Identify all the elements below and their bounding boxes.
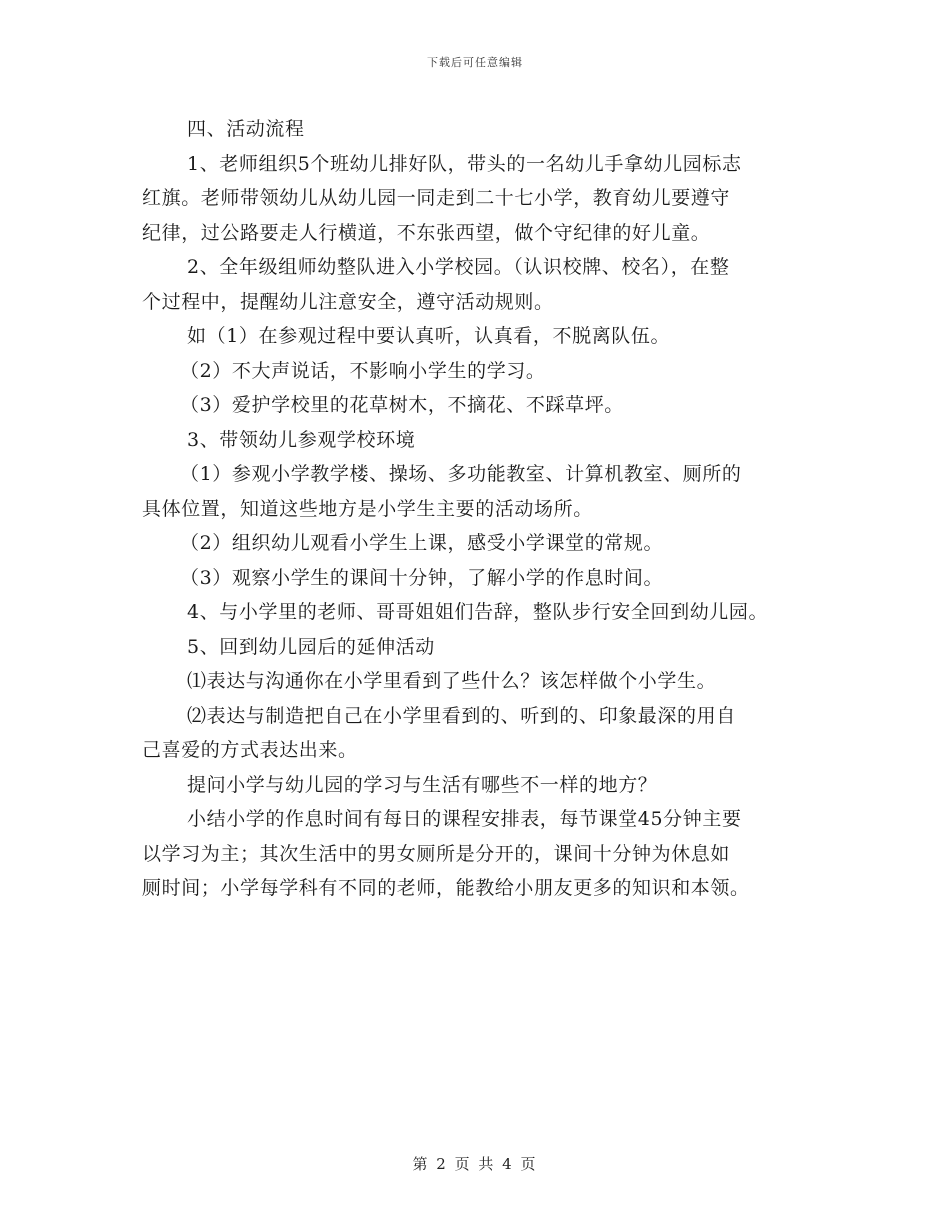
paragraph-line: 3、带领幼儿参观学校环境 (187, 428, 416, 451)
paragraph-line: （3）观察小学生的课间十分钟，了解小学的作息时间。 (180, 566, 664, 589)
paragraph-line: 个过程中，提醒幼儿注意安全，遵守活动规则。 (142, 290, 554, 313)
paragraph-line: 以学习为主；其次生活中的男女厕所是分开的，课间十分钟为休息如 (142, 842, 731, 865)
paragraph-line: 4、与小学里的老师、哥哥姐姐们告辞，整队步行安全回到幼儿园。 (187, 601, 769, 623)
paragraph-line: 2、全年级组师幼整队进入小学校园。（认识校牌、校名），在整 (187, 256, 730, 278)
paragraph-line: （2）组织幼儿观看小学生上课，感受小学课堂的常规。 (180, 532, 664, 554)
paragraph-line: 5、回到幼儿园后的延伸活动 (187, 635, 435, 658)
paragraph-line: （1）参观小学教学楼、操场、多功能教室、计算机教室、厕所的 (180, 463, 742, 485)
paragraph-line: （3）爱护学校里的花草树木，不摘花、不踩草坪。 (180, 394, 624, 416)
document-body (142, 112, 822, 906)
page-header: 下载后可任意编辑 (427, 56, 523, 69)
paragraph-line: 具体位置，知道这些地方是小学生主要的活动场所。 (142, 497, 593, 520)
paragraph-line: 小结小学的作息时间有每日的课程安排表，每节课堂45分钟主要 (187, 808, 742, 830)
paragraph-line: （2）不大声说话，不影响小学生的学习。 (180, 359, 546, 382)
paragraph-line: 如（1）在参观过程中要认真听，认真看，不脱离队伍。 (187, 325, 671, 347)
paragraph-line: 红旗。老师带领幼儿从幼儿园一同走到二十七小学，教育幼儿要遵守 (142, 187, 731, 209)
paragraph-line: ⑴表达与沟通你在小学里看到了些什么？该怎样做个小学生。 (187, 670, 717, 692)
paragraph-line: 己喜爱的方式表达出来。 (142, 739, 358, 761)
paragraph-line: 提问小学与幼儿园的学习与生活有哪些不一样的地方？ (187, 773, 658, 796)
page-footer: 第 2 页 共 4 页 (412, 1155, 538, 1173)
paragraph-line: 纪律，过公路要走人行横道，不东张西望，做个守纪律的好儿童。 (142, 221, 711, 244)
paragraph-line: ⑵表达与制造把自己在小学里看到的、听到的、印象最深的用自 (187, 704, 736, 727)
section-heading: 四、活动流程 (187, 118, 305, 140)
paragraph-line: 1、老师组织5个班幼儿排好队，带头的一名幼儿手拿幼儿园标志 (187, 152, 742, 175)
paragraph-line: 厕时间；小学每学科有不同的老师，能教给小朋友更多的知识和本领。 (142, 877, 750, 899)
